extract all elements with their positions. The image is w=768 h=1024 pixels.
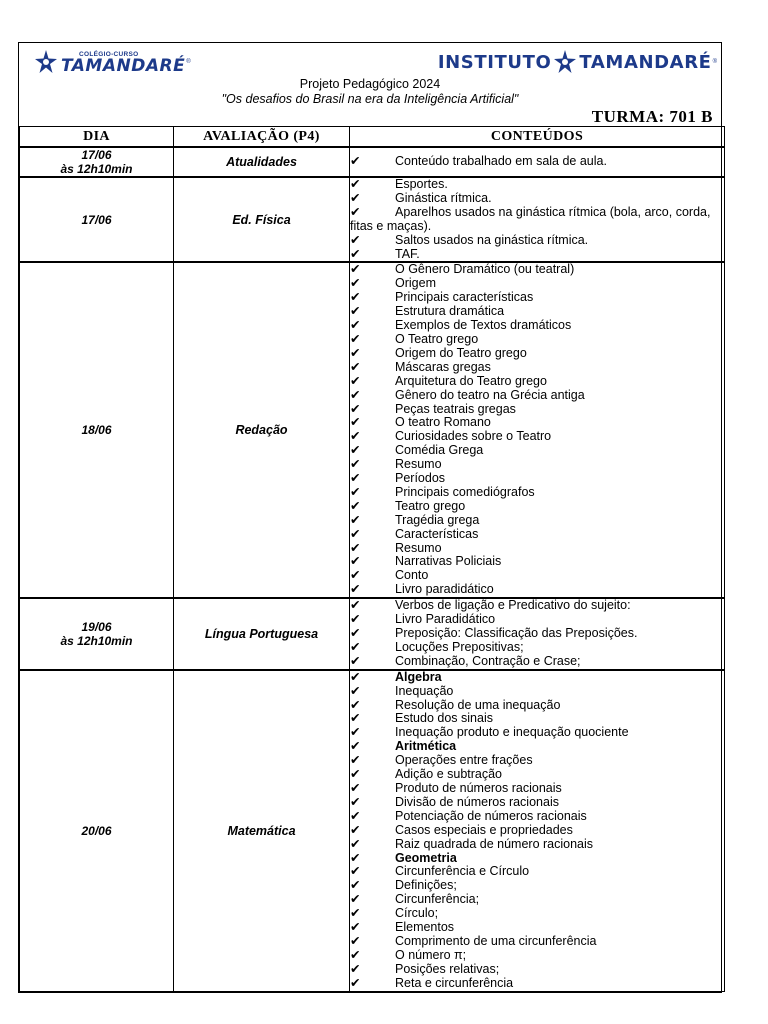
checkmark-icon: ✔: [350, 711, 361, 726]
table-row: [20, 670, 725, 991]
checkmark-icon: ✔: [350, 836, 361, 851]
content-item-text: O número π;: [395, 947, 467, 962]
content-item-text: O teatro Romano: [395, 415, 491, 430]
content-list-item: [350, 782, 724, 796]
checkmark-icon: ✔: [350, 512, 361, 527]
checkmark-icon: ✔: [350, 767, 361, 782]
checkmark-icon: ✔: [350, 401, 361, 416]
content-item-text: Livro Paradidático: [395, 612, 496, 627]
checkmark-icon: ✔: [350, 780, 361, 795]
content-list-item: [350, 192, 724, 206]
table-row: [20, 598, 725, 670]
checkmark-icon: ✔: [350, 232, 361, 247]
content-list-item: [350, 671, 724, 685]
checkmark-icon: ✔: [350, 540, 361, 555]
content-list-item: [350, 977, 724, 991]
content-item-text: Resolução de uma inequação: [395, 697, 561, 712]
registered-mark: ®: [186, 59, 191, 65]
content-list-item: [350, 627, 724, 641]
content-item-text: Aritmética: [395, 739, 457, 754]
checkmark-icon: ✔: [350, 753, 361, 768]
content-item-text: Comprimento de uma circunferência: [395, 933, 597, 948]
checkmark-icon: ✔: [350, 443, 361, 458]
dia-date: 17/06: [81, 148, 112, 162]
checkmark-icon: ✔: [350, 318, 361, 333]
checkmark-icon: ✔: [350, 639, 361, 654]
checkmark-icon: ✔: [350, 864, 361, 879]
content-list-item: [350, 613, 724, 627]
content-item-text: Livro paradidático: [395, 582, 494, 597]
content-list-item: [350, 699, 724, 713]
checkmark-icon: ✔: [350, 626, 361, 640]
content-list-item: [350, 155, 724, 169]
cell-dia: [20, 598, 174, 670]
content-item-text: Períodos: [395, 471, 446, 486]
checkmark-icon: ✔: [350, 429, 361, 444]
content-list-item: [350, 206, 724, 234]
checkmark-icon: ✔: [350, 457, 361, 472]
logo-left-big-text: TAMANDARÉ: [61, 56, 186, 76]
checkmark-icon: ✔: [350, 276, 361, 291]
content-item-text: Operações entre frações: [395, 753, 533, 768]
cell-dia: [20, 177, 174, 262]
cell-avaliacao: Língua Portuguesa: [174, 598, 350, 670]
content-list-item: [350, 319, 724, 333]
content-item-text: Resumo: [395, 540, 442, 555]
content-item-text: Máscaras gregas: [395, 359, 491, 374]
content-list-item: [350, 291, 724, 305]
content-list-item: [350, 907, 724, 921]
dia-date: 18/06: [81, 423, 112, 438]
content-list-item: [350, 754, 724, 768]
content-list-item: [350, 824, 724, 838]
content-item-text: Definições;: [395, 878, 457, 893]
cell-avaliacao: Ed. Física: [174, 177, 350, 262]
checkmark-icon: ✔: [350, 697, 361, 712]
checkmark-icon: ✔: [350, 975, 361, 990]
checkmark-icon: ✔: [350, 387, 361, 402]
content-list-item: [350, 347, 724, 361]
content-item-text: Estudo dos sinais: [395, 711, 493, 726]
content-item-text: Principais comediógrafos: [395, 484, 535, 499]
content-list-item: [350, 712, 724, 726]
content-item-text: Produto de números racionais: [395, 780, 562, 795]
checkmark-icon: ✔: [350, 878, 361, 893]
content-list-item: [350, 263, 724, 277]
checkmark-icon: ✔: [350, 415, 361, 430]
content-item-text: Geometria: [395, 850, 457, 865]
content-list-item: [350, 949, 724, 963]
logo-right-word2: TAMANDARÉ: [579, 51, 712, 73]
content-item-text: Elementos: [395, 920, 455, 935]
content-list-item: [350, 838, 724, 852]
table-row: [20, 177, 725, 262]
content-item-text: Estrutura dramática: [395, 304, 505, 319]
checkmark-icon: ✔: [350, 331, 361, 346]
checkmark-icon: ✔: [350, 177, 361, 191]
logo-right-word1: INSTITUTO: [437, 51, 552, 73]
content-list-item: [350, 472, 724, 486]
checkmark-icon: ✔: [350, 669, 361, 684]
checkmark-icon: ✔: [350, 961, 361, 976]
content-list-item: [350, 500, 724, 514]
document-header: [19, 43, 721, 126]
dia-time: às 12h10min: [60, 633, 133, 648]
content-list-item: [350, 277, 724, 291]
content-item-text: Combinação, Contração e Crase;: [395, 653, 581, 668]
content-item-text: Tragédia grega: [395, 512, 480, 527]
content-item-text: Conteúdo trabalhado em sala de aula.: [395, 154, 607, 169]
instituto-tamandare-logo: [438, 49, 717, 75]
checkmark-icon: ✔: [350, 484, 361, 499]
checkmark-icon: ✔: [350, 526, 361, 541]
column-header-avaliacao: AVALIAÇÃO (P4): [174, 127, 350, 148]
cell-conteudos: [350, 147, 725, 177]
content-list-item: [350, 583, 724, 597]
content-item-text: Características: [395, 526, 479, 541]
content-item-text: Origem do Teatro grego: [395, 345, 527, 360]
content-list-item: [350, 921, 724, 935]
cell-avaliacao: Matemática: [174, 670, 350, 991]
checkmark-icon: ✔: [350, 568, 361, 583]
content-list-item: [350, 655, 724, 669]
document-subtitle: "Os desafios do Brasil na era da Inteligência Artificial": [221, 92, 519, 106]
content-list-item: [350, 389, 724, 403]
checkmark-icon: ✔: [350, 739, 361, 754]
cell-dia: [20, 147, 174, 177]
content-list-item: [350, 963, 724, 977]
cell-conteudos: [350, 670, 725, 991]
content-item-text: Resumo: [395, 457, 442, 472]
checkmark-icon: ✔: [350, 471, 361, 486]
checkmark-icon: ✔: [350, 598, 361, 613]
content-list-item: [350, 486, 724, 500]
content-list-item: [350, 555, 724, 569]
content-item-text: Círculo;: [395, 906, 439, 921]
dia-date: 19/06: [81, 619, 112, 634]
content-item-text: Narrativas Policiais: [395, 554, 502, 569]
checkmark-icon: ✔: [350, 794, 361, 809]
table-row: [20, 147, 725, 177]
content-list-item: [350, 935, 724, 949]
content-item-text: Adição e subtração: [395, 767, 503, 782]
checkmark-icon: ✔: [350, 683, 361, 698]
content-item-text: Teatro grego: [395, 498, 466, 513]
content-item-text: Circunferência e Círculo: [395, 864, 530, 879]
checkmark-icon: ✔: [350, 906, 361, 921]
content-list-item: [350, 796, 724, 810]
content-list-item: [350, 569, 724, 583]
content-list-item: [350, 444, 724, 458]
column-header-conteudos: CONTEÚDOS: [350, 127, 725, 148]
content-list-item: [350, 375, 724, 389]
content-item-text: Esportes.: [395, 177, 448, 191]
schedule-table: [19, 126, 725, 992]
content-item-text: Raiz quadrada de número racionais: [395, 836, 594, 851]
checkmark-icon: ✔: [350, 154, 361, 169]
cell-conteudos: [350, 598, 725, 670]
checkmark-icon: ✔: [350, 653, 361, 668]
content-list-item: [350, 685, 724, 699]
cell-conteudos: [350, 262, 725, 598]
colegio-curso-tamandare-logo: [33, 49, 191, 75]
checkmark-icon: ✔: [350, 190, 361, 205]
content-item-text: TAF.: [395, 246, 420, 261]
content-list-item: [350, 234, 724, 248]
checkmark-icon: ✔: [350, 892, 361, 907]
content-list-item: [350, 514, 724, 528]
checkmark-icon: ✔: [350, 947, 361, 962]
cell-dia: [20, 670, 174, 991]
content-item-text: Álgebra: [395, 669, 442, 684]
content-item-text: Comédia Grega: [395, 443, 484, 458]
logo-left-small-text: COLÉGIO-CURSO: [79, 51, 139, 58]
checkmark-icon: ✔: [350, 304, 361, 319]
content-list-item: [350, 740, 724, 754]
content-list-item: [350, 416, 724, 430]
table-row: [20, 262, 725, 598]
content-list-item: [350, 305, 724, 319]
class-label: TURMA: 701 B: [591, 107, 713, 126]
content-list-item: [350, 430, 724, 444]
content-item-text: O Gênero Dramático (ou teatral): [395, 262, 575, 277]
content-item-text: Potenciação de números racionais: [395, 808, 587, 823]
checkmark-icon: ✔: [350, 808, 361, 823]
checkmark-icon: ✔: [350, 850, 361, 865]
content-item-text: O Teatro grego: [395, 331, 479, 346]
cell-conteudos: [350, 177, 725, 262]
content-list-item: [350, 599, 724, 613]
content-list-item: [350, 178, 724, 192]
content-item-text: Reta e circunferência: [395, 975, 514, 990]
content-item-text: Exemplos de Textos dramáticos: [395, 318, 572, 333]
content-list-item: [350, 333, 724, 347]
dia-date: 20/06: [81, 823, 112, 838]
table-header-row: [20, 127, 725, 148]
content-item-text: Locuções Prepositivas;: [395, 639, 524, 654]
content-item-text: Casos especiais e propriedades: [395, 822, 573, 837]
content-item-text: Inequação produto e inequação quociente: [395, 725, 629, 740]
content-list-item: [350, 528, 724, 542]
checkmark-icon: ✔: [350, 498, 361, 513]
content-item-text: Circunferência;: [395, 892, 480, 907]
checkmark-icon: ✔: [350, 345, 361, 360]
content-item-text: Gênero do teatro na Grécia antiga: [395, 387, 585, 402]
content-item-text: Origem: [395, 276, 436, 291]
content-item-text: Conto: [395, 568, 429, 583]
column-header-dia: DIA: [20, 127, 174, 148]
content-item-text: Arquitetura do Teatro grego: [395, 373, 547, 388]
dia-date: 17/06: [81, 212, 112, 227]
content-item-text: Ginástica rítmica.: [395, 190, 492, 205]
star-emblem-icon: [33, 49, 59, 75]
checkmark-icon: ✔: [350, 933, 361, 948]
checkmark-icon: ✔: [350, 554, 361, 569]
content-item-text: Aparelhos usados na ginástica rítmica (bola, arco, corda, fitas e maças).: [350, 204, 711, 233]
registered-mark: ®: [712, 59, 717, 65]
checkmark-icon: ✔: [350, 373, 361, 388]
cell-dia: [20, 262, 174, 598]
cell-avaliacao: Redação: [174, 262, 350, 598]
checkmark-icon: ✔: [350, 822, 361, 837]
document-page: [18, 42, 722, 993]
content-item-text: Preposição: Classificação das Preposições.: [395, 626, 638, 640]
checkmark-icon: ✔: [350, 204, 361, 219]
content-item-text: Peças teatrais gregas: [395, 401, 516, 416]
content-item-text: Verbos de ligação e Predicativo do sujeito:: [395, 598, 631, 613]
cell-avaliacao: Atualidades: [174, 147, 350, 177]
checkmark-icon: ✔: [350, 359, 361, 374]
content-list-item: [350, 542, 724, 556]
content-list-item: [350, 641, 724, 655]
checkmark-icon: ✔: [350, 290, 361, 305]
content-item-text: Posições relativas;: [395, 961, 500, 976]
content-item-text: Inequação: [395, 683, 454, 698]
content-list-item: [350, 865, 724, 879]
content-list-item: [350, 361, 724, 375]
checkmark-icon: ✔: [350, 246, 361, 261]
content-item-text: Curiosidades sobre o Teatro: [395, 429, 552, 444]
checkmark-icon: ✔: [350, 612, 361, 627]
content-item-text: Saltos usados na ginástica rítmica.: [395, 232, 589, 247]
content-list-item: [350, 879, 724, 893]
checkmark-icon: ✔: [350, 725, 361, 740]
content-list-item: [350, 403, 724, 417]
content-list-item: [350, 768, 724, 782]
checkmark-icon: ✔: [350, 582, 361, 597]
content-list-item: [350, 810, 724, 824]
content-list-item: [350, 893, 724, 907]
document-title: Projeto Pedagógico 2024: [299, 77, 441, 91]
content-list-item: [350, 248, 724, 262]
content-item-text: Divisão de números racionais: [395, 794, 559, 809]
content-item-text: Principais características: [395, 290, 534, 305]
content-list-item: [350, 458, 724, 472]
star-emblem-icon: [552, 49, 578, 75]
checkmark-icon: ✔: [350, 920, 361, 935]
content-list-item: [350, 852, 724, 866]
checkmark-icon: ✔: [350, 262, 361, 277]
dia-time: às 12h10min: [60, 162, 133, 176]
content-list-item: [350, 726, 724, 740]
